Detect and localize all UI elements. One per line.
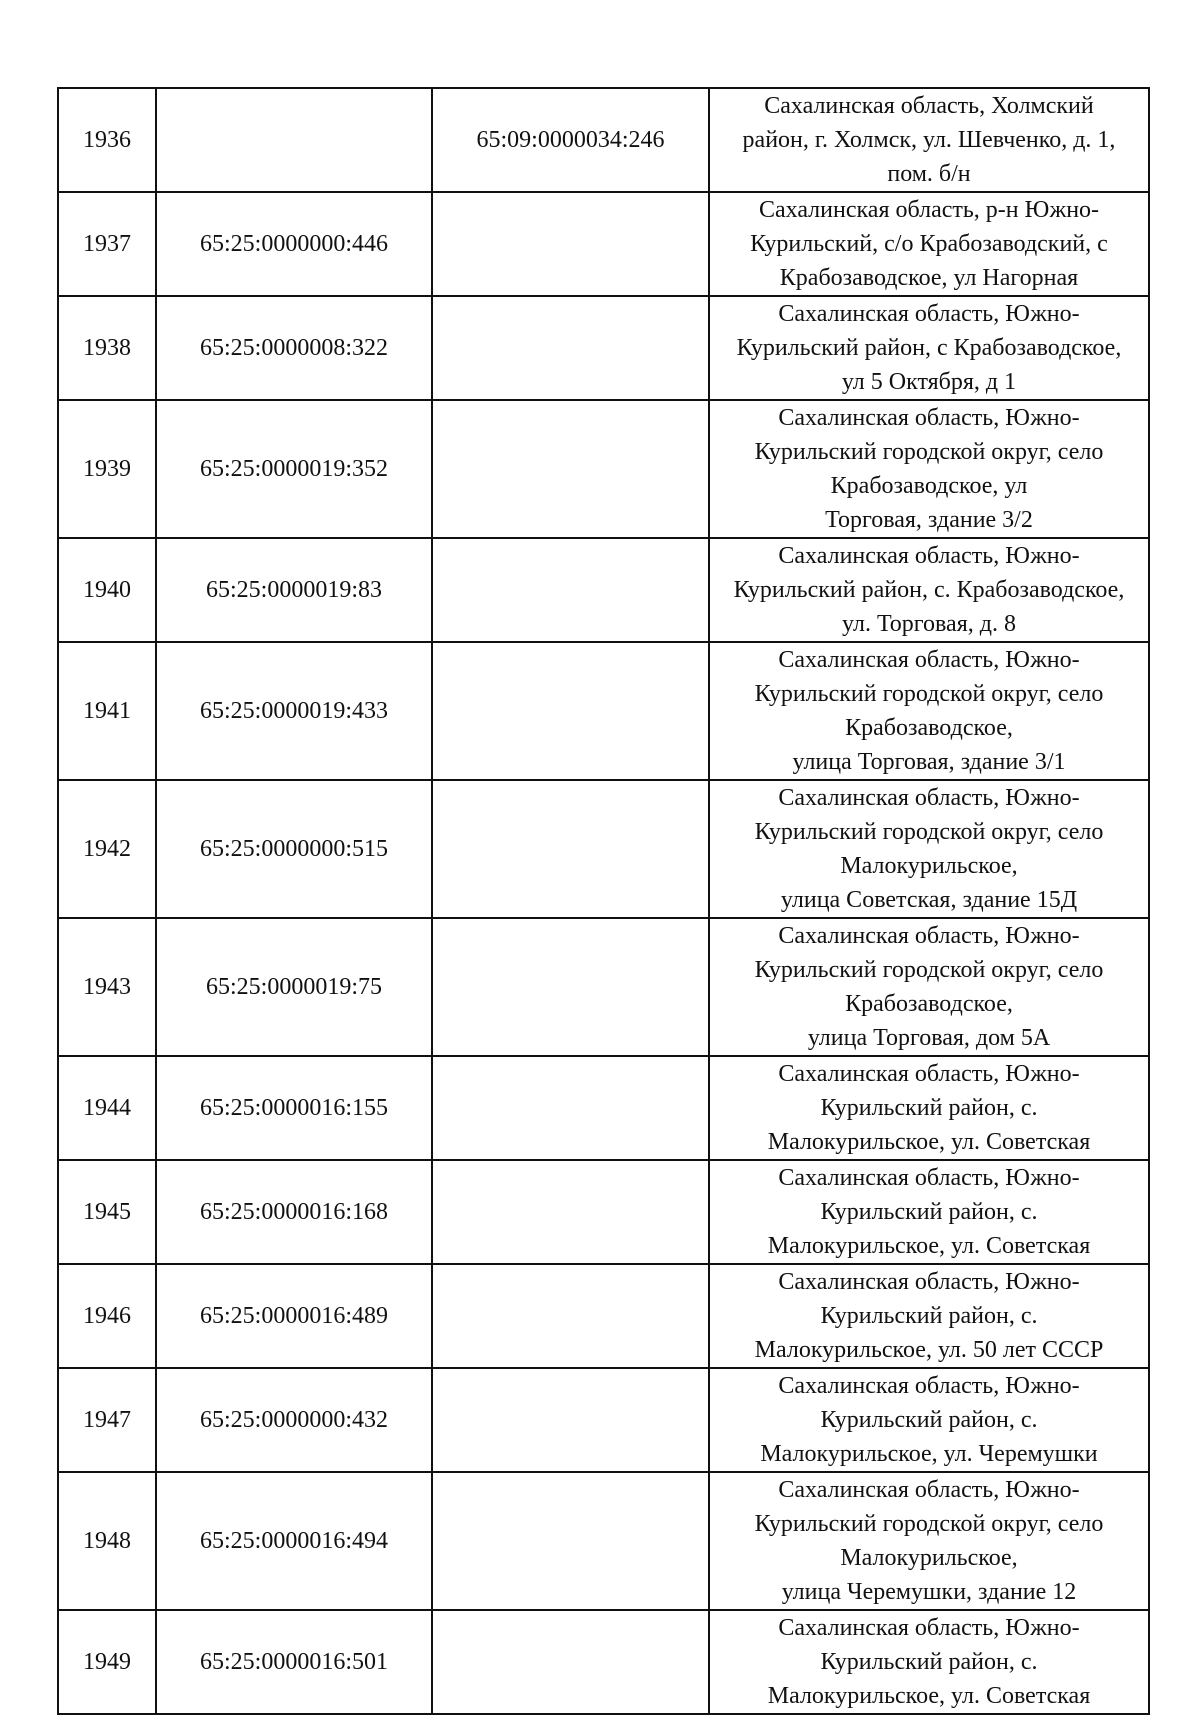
row-number-cell: 1939	[58, 400, 156, 538]
alt-cadastral-number-cell	[432, 1610, 709, 1714]
row-number-cell: 1945	[58, 1160, 156, 1264]
alt-cadastral-number-cell	[432, 780, 709, 918]
address-cell: Сахалинская область, Южно- Курильский район, с. Крабозаводское, ул. Торговая, д. 8	[709, 538, 1149, 642]
cadastral-number-cell: 65:25:0000019:433	[156, 642, 432, 780]
row-number-cell: 1948	[58, 1472, 156, 1610]
address-cell: Сахалинская область, Южно- Курильский городской округ, село Крабозаводское, улица Торговая, здание 3/1	[709, 642, 1149, 780]
cadastral-number-cell	[156, 88, 432, 192]
cadastral-number-cell: 65:25:0000016:168	[156, 1160, 432, 1264]
cadastral-number-cell: 65:25:0000019:352	[156, 400, 432, 538]
table-row	[58, 400, 1149, 538]
cadastral-number-cell: 65:25:0000000:446	[156, 192, 432, 296]
alt-cadastral-number-cell	[432, 296, 709, 400]
alt-cadastral-number-cell	[432, 1160, 709, 1264]
alt-cadastral-number-cell	[432, 1472, 709, 1610]
address-cell: Сахалинская область, Южно- Курильский городской округ, село Крабозаводское, ул Торговая, здание 3/2	[709, 400, 1149, 538]
row-number-cell: 1944	[58, 1056, 156, 1160]
address-cell: Сахалинская область, р-н Южно- Курильский, с/о Крабозаводский, с Крабозаводское, ул Нагорная	[709, 192, 1149, 296]
row-number-cell: 1936	[58, 88, 156, 192]
table-row	[58, 642, 1149, 780]
row-number-cell: 1938	[58, 296, 156, 400]
table-row	[58, 1264, 1149, 1368]
table-row	[58, 1056, 1149, 1160]
alt-cadastral-number-cell	[432, 1368, 709, 1472]
alt-cadastral-number-cell	[432, 1264, 709, 1368]
cadastral-number-cell: 65:25:0000016:155	[156, 1056, 432, 1160]
table-row	[58, 780, 1149, 918]
cadastral-number-cell: 65:25:0000019:83	[156, 538, 432, 642]
row-number-cell: 1943	[58, 918, 156, 1056]
row-number-cell: 1942	[58, 780, 156, 918]
row-number-cell: 1947	[58, 1368, 156, 1472]
alt-cadastral-number-cell	[432, 1056, 709, 1160]
alt-cadastral-number-cell	[432, 642, 709, 780]
table-row	[58, 88, 1149, 192]
registry-table	[57, 87, 1150, 1715]
address-cell: Сахалинская область, Южно- Курильский район, с. Малокурильское, ул. Советская	[709, 1610, 1149, 1714]
alt-cadastral-number-cell	[432, 400, 709, 538]
alt-cadastral-number-cell: 65:09:0000034:246	[432, 88, 709, 192]
address-cell: Сахалинская область, Южно- Курильский район, с. Малокурильское, ул. Черемушки	[709, 1368, 1149, 1472]
cadastral-number-cell: 65:25:0000019:75	[156, 918, 432, 1056]
row-number-cell: 1949	[58, 1610, 156, 1714]
address-cell: Сахалинская область, Южно- Курильский район, с. Малокурильское, ул. 50 лет СССР	[709, 1264, 1149, 1368]
table-row	[58, 1610, 1149, 1714]
row-number-cell: 1940	[58, 538, 156, 642]
table-row	[58, 192, 1149, 296]
cadastral-number-cell: 65:25:0000000:515	[156, 780, 432, 918]
address-cell: Сахалинская область, Южно- Курильский городской округ, село Малокурильское, улица Советская, здание 15Д	[709, 780, 1149, 918]
address-cell: Сахалинская область, Южно- Курильский район, с. Малокурильское, ул. Советская	[709, 1056, 1149, 1160]
table-row	[58, 296, 1149, 400]
row-number-cell: 1937	[58, 192, 156, 296]
table-row	[58, 1368, 1149, 1472]
table-row	[58, 1472, 1149, 1610]
address-cell: Сахалинская область, Южно- Курильский городской округ, село Крабозаводское, улица Торговая, дом 5А	[709, 918, 1149, 1056]
row-number-cell: 1946	[58, 1264, 156, 1368]
table-row	[58, 538, 1149, 642]
table-row	[58, 918, 1149, 1056]
alt-cadastral-number-cell	[432, 192, 709, 296]
address-cell: Сахалинская область, Южно- Курильский городской округ, село Малокурильское, улица Черемушки, здание 12	[709, 1472, 1149, 1610]
row-number-cell: 1941	[58, 642, 156, 780]
cadastral-number-cell: 65:25:0000016:494	[156, 1472, 432, 1610]
alt-cadastral-number-cell	[432, 918, 709, 1056]
table-row	[58, 1160, 1149, 1264]
alt-cadastral-number-cell	[432, 538, 709, 642]
cadastral-number-cell: 65:25:0000008:322	[156, 296, 432, 400]
address-cell: Сахалинская область, Холмский район, г. Холмск, ул. Шевченко, д. 1, пом. б/н	[709, 88, 1149, 192]
address-cell: Сахалинская область, Южно- Курильский район, с. Малокурильское, ул. Советская	[709, 1160, 1149, 1264]
registry-table-body	[58, 88, 1149, 1714]
cadastral-number-cell: 65:25:0000000:432	[156, 1368, 432, 1472]
cadastral-number-cell: 65:25:0000016:489	[156, 1264, 432, 1368]
cadastral-number-cell: 65:25:0000016:501	[156, 1610, 432, 1714]
address-cell: Сахалинская область, Южно- Курильский район, с Крабозаводское, ул 5 Октября, д 1	[709, 296, 1149, 400]
